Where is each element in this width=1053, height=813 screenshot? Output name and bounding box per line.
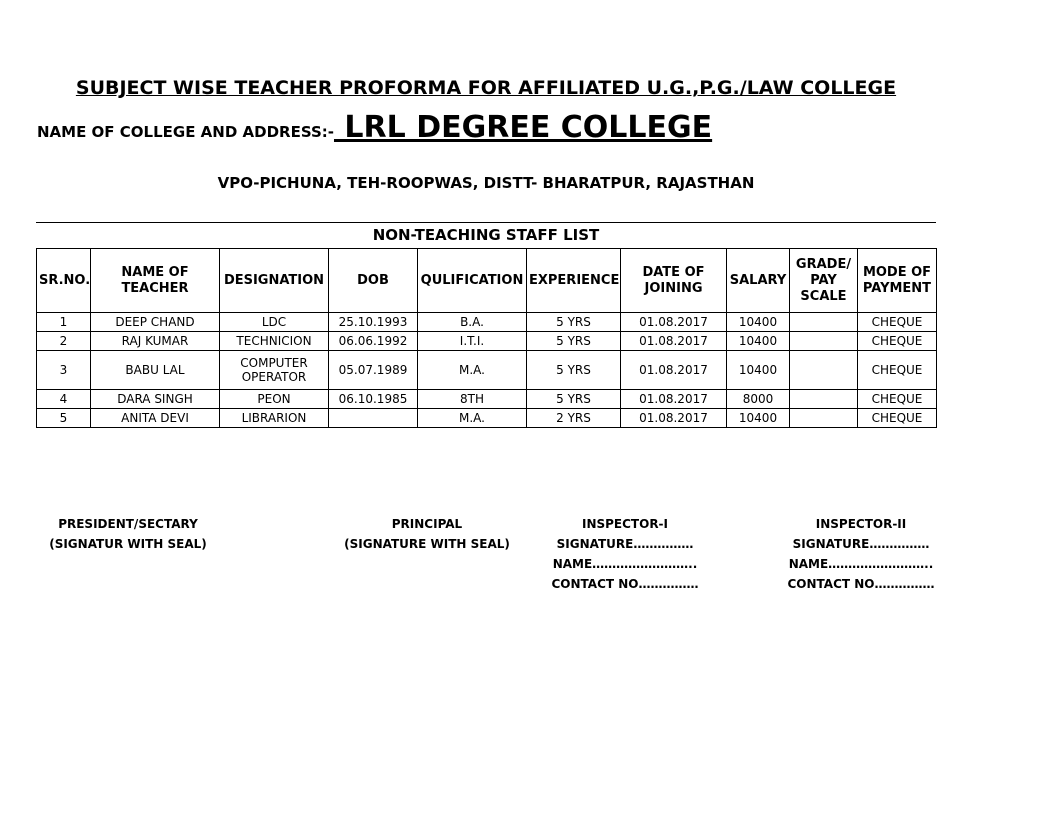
- inspector-1-signature-line: SIGNATURE……………: [556, 537, 694, 551]
- cell-name: ANITA DEVI: [91, 409, 220, 428]
- cell-designation: LDC: [220, 313, 329, 332]
- cell-dob: 06.06.1992: [329, 332, 418, 351]
- inspector-2-signature-line: SIGNATURE……………: [792, 537, 930, 551]
- cell-experience: 5 YRS: [527, 390, 621, 409]
- cell-experience: 5 YRS: [527, 313, 621, 332]
- cell-name: RAJ KUMAR: [91, 332, 220, 351]
- college-line: [37, 110, 712, 145]
- divider: [36, 222, 936, 223]
- principal-title: PRINCIPAL: [391, 517, 463, 531]
- header-name: NAME OF TEACHER: [91, 249, 220, 313]
- cell-qualification: B.A.: [418, 313, 527, 332]
- cell-srno: 1: [37, 313, 91, 332]
- inspector-1-contact-line: CONTACT NO……………: [551, 577, 699, 591]
- cell-dob: 05.07.1989: [329, 351, 418, 390]
- cell-experience: 5 YRS: [527, 351, 621, 390]
- cell-salary: 10400: [727, 332, 790, 351]
- cell-name: BABU LAL: [91, 351, 220, 390]
- cell-experience: 2 YRS: [527, 409, 621, 428]
- cell-qualification: I.T.I.: [418, 332, 527, 351]
- cell-doj: 01.08.2017: [621, 313, 727, 332]
- cell-designation: COMPUTER OPERATOR: [220, 351, 329, 390]
- cell-qualification: 8TH: [418, 390, 527, 409]
- inspector-2-contact-line: CONTACT NO……………: [787, 577, 935, 591]
- cell-grade: [790, 332, 858, 351]
- table-row: [37, 409, 937, 428]
- cell-srno: 3: [37, 351, 91, 390]
- header-srno: SR.NO.: [37, 249, 91, 313]
- cell-mode: CHEQUE: [858, 409, 937, 428]
- president-seal-note: (SIGNATUR WITH SEAL): [49, 537, 207, 551]
- table-row: [37, 332, 937, 351]
- header-experience: EXPERIENCE: [527, 249, 621, 313]
- cell-mode: CHEQUE: [858, 390, 937, 409]
- cell-doj: 01.08.2017: [621, 390, 727, 409]
- cell-mode: CHEQUE: [858, 351, 937, 390]
- college-name: LRL DEGREE COLLEGE: [333, 110, 713, 145]
- table-row: [37, 313, 937, 332]
- table-row: [37, 351, 937, 390]
- signature-block-inspector-1: [540, 514, 710, 594]
- table-header-row: [37, 249, 937, 313]
- cell-dob: 25.10.1993: [329, 313, 418, 332]
- cell-srno: 2: [37, 332, 91, 351]
- cell-grade: [790, 313, 858, 332]
- cell-grade: [790, 409, 858, 428]
- cell-qualification: M.A.: [418, 409, 527, 428]
- inspector-2-name-line: NAME……………………..: [788, 557, 934, 571]
- college-label: NAME OF COLLEGE AND ADDRESS:-: [37, 123, 334, 141]
- header-mode: MODE OF PAYMENT: [858, 249, 937, 313]
- cell-doj: 01.08.2017: [621, 332, 727, 351]
- cell-salary: 10400: [727, 351, 790, 390]
- signature-block-inspector-2: [776, 514, 946, 594]
- header-dob: DOB: [329, 249, 418, 313]
- cell-salary: 8000: [727, 390, 790, 409]
- signature-block-principal: [337, 514, 517, 554]
- cell-dob: [329, 409, 418, 428]
- cell-doj: 01.08.2017: [621, 409, 727, 428]
- cell-salary: 10400: [727, 409, 790, 428]
- cell-qualification: M.A.: [418, 351, 527, 390]
- cell-designation: TECHNICION: [220, 332, 329, 351]
- cell-grade: [790, 351, 858, 390]
- cell-srno: 5: [37, 409, 91, 428]
- list-title: NON-TEACHING STAFF LIST: [372, 226, 600, 244]
- header-doj: DATE OF JOINING: [621, 249, 727, 313]
- signature-block-president: [38, 514, 218, 554]
- page-title: SUBJECT WISE TEACHER PROFORMA FOR AFFILIATED U.G.,P.G./LAW COLLEGE: [75, 77, 897, 99]
- staff-table: [36, 248, 937, 428]
- inspector-2-title: INSPECTOR-II: [815, 517, 907, 531]
- table-row: [37, 390, 937, 409]
- inspector-1-name-line: NAME……………………..: [552, 557, 698, 571]
- cell-experience: 5 YRS: [527, 332, 621, 351]
- cell-designation: PEON: [220, 390, 329, 409]
- cell-grade: [790, 390, 858, 409]
- cell-doj: 01.08.2017: [621, 351, 727, 390]
- header-grade: GRADE/ PAY SCALE: [790, 249, 858, 313]
- cell-dob: 06.10.1985: [329, 390, 418, 409]
- cell-salary: 10400: [727, 313, 790, 332]
- president-title: PRESIDENT/SECTARY: [58, 517, 198, 531]
- header-qualification: QULIFICATION: [418, 249, 527, 313]
- header-designation: DESIGNATION: [220, 249, 329, 313]
- cell-srno: 4: [37, 390, 91, 409]
- cell-name: DARA SINGH: [91, 390, 220, 409]
- college-address: VPO-PICHUNA, TEH-ROOPWAS, DISTT- BHARATPUR, RAJASTHAN: [217, 174, 755, 192]
- header-salary: SALARY: [727, 249, 790, 313]
- cell-mode: CHEQUE: [858, 313, 937, 332]
- principal-seal-note: (SIGNATURE WITH SEAL): [344, 537, 510, 551]
- cell-name: DEEP CHAND: [91, 313, 220, 332]
- inspector-1-title: INSPECTOR-I: [581, 517, 669, 531]
- cell-designation: LIBRARION: [220, 409, 329, 428]
- cell-mode: CHEQUE: [858, 332, 937, 351]
